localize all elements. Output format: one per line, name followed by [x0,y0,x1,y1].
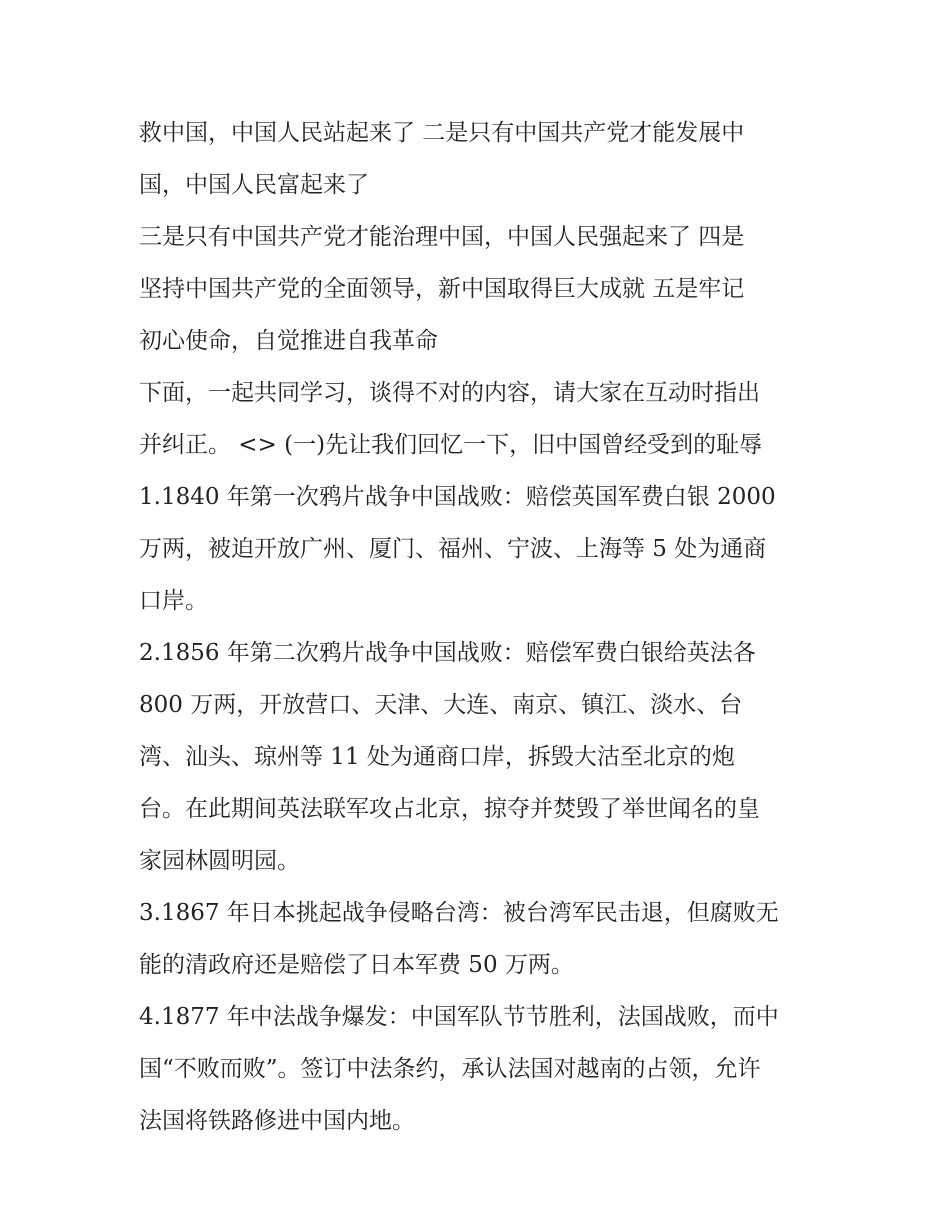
text-line: 下面，一起共同学习，谈得不对的内容，请大家在互动时指出 [139,380,760,406]
text-line: 2.1856 年第二次鸦片战争中国战败：赔偿军费白银给英法各 [139,640,756,666]
text-line: 能的清政府还是赔偿了日本军费 50 万两。 [139,952,574,978]
text-line: 坚持中国共产党的全面领导，新中国取得巨大成就 五是牢记 [139,276,745,302]
text-line: 万两，被迫开放广州、厦门、福州、宁波、上海等 5 处为通商 [139,536,767,562]
text-line: 三是只有中国共产党才能治理中国，中国人民强起来了 四是 [139,224,745,250]
text-line: 1.1840 年第一次鸦片战争中国战败：赔偿英国军费白银 2000 [139,484,776,510]
text-line: 3.1867 年日本挑起战争侵略台湾：被台湾军民击退，但腐败无 [139,900,779,926]
text-line: 救中国，中国人民站起来了 二是只有中国共产党才能发展中 [139,120,745,146]
text-line: 湾、汕头、琼州等 11 处为通商口岸，拆毁大沽至北京的炮 [139,744,735,770]
text-line: 口岸。 [139,588,208,614]
text-line: 法国将铁路修进中国内地。 [139,1108,415,1134]
text-line: 国“不败而败”。签订中法条约，承认法国对越南的占领，允许 [139,1056,761,1082]
text-line: 国，中国人民富起来了 [139,172,369,198]
text-line: 并纠正。 <> (一)先让我们回忆一下，旧中国曾经受到的耻辱 [139,432,763,458]
text-line: 800 万两，开放营口、天津、大连、南京、镇江、淡水、台 [139,692,743,718]
text-line: 初心使命，自觉推进自我革命 [139,328,438,354]
text-line: 4.1877 年中法战争爆发：中国军队节节胜利，法国战败，而中 [139,1004,779,1030]
document-body [139,107,814,1147]
text-line: 家园林圆明园。 [139,848,300,874]
text-line: 台。在此期间英法联军攻占北京，掠夺并焚毁了举世闻名的皇 [139,796,760,822]
